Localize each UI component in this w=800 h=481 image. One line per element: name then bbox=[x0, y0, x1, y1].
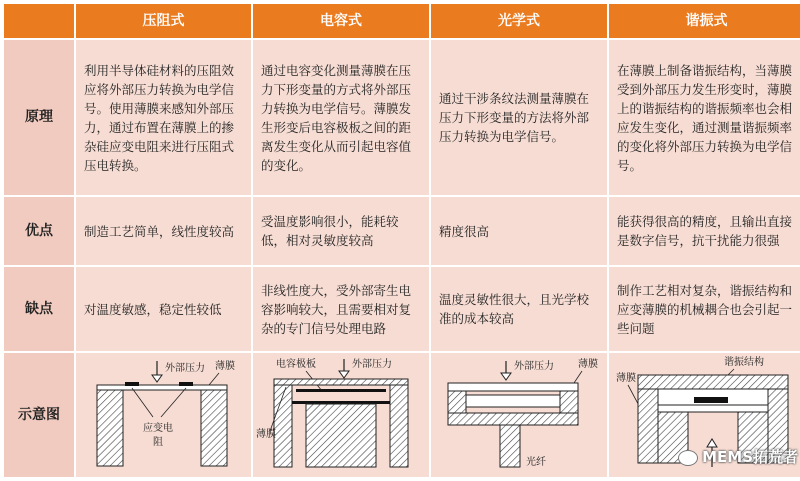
watermark bbox=[678, 448, 798, 467]
svg-text:阻: 阻 bbox=[152, 437, 163, 448]
advantages-resonant: 能获得很高的精度，且输出直接是数字信号，抗干扰能力很强 bbox=[609, 197, 800, 265]
svg-text:薄膜: 薄膜 bbox=[214, 361, 235, 372]
diagram-capacitive bbox=[253, 353, 429, 477]
row-label-principle: 原理 bbox=[4, 40, 74, 195]
header-corner bbox=[4, 4, 74, 38]
advantages-optical: 精度很高 bbox=[431, 197, 607, 265]
svg-text:薄膜: 薄膜 bbox=[256, 429, 276, 440]
disadvantages-piezoresistive: 对温度敏感，稳定性较低 bbox=[76, 267, 251, 351]
disadvantages-capacitive: 非线性度大，受外部寄生电容影响较大，且需要相对复杂的专门信号处理电路 bbox=[253, 267, 429, 351]
row-label-disadvantages: 缺点 bbox=[4, 267, 74, 351]
row-label-advantages: 优点 bbox=[4, 197, 74, 265]
principle-optical: 通过干涉条纹法测量薄膜在压力下形变量的方法将外部压力转换为电学信号。 bbox=[431, 40, 607, 195]
svg-text:薄膜: 薄膜 bbox=[578, 359, 598, 370]
svg-text:薄膜: 薄膜 bbox=[615, 373, 636, 384]
optical-sensor-diagram bbox=[434, 355, 604, 475]
svg-text:外部压力: 外部压力 bbox=[514, 361, 554, 372]
header-piezoresistive: 压阻式 bbox=[76, 4, 251, 38]
wechat-icon bbox=[678, 450, 698, 466]
comparison-table bbox=[4, 4, 796, 477]
svg-text:外部压力: 外部压力 bbox=[164, 363, 205, 374]
svg-text:谐振结构: 谐振结构 bbox=[723, 357, 764, 368]
principle-capacitive: 通过电容变化测量薄膜在压力下形变量的方式将外部压力转换为电学信号。薄膜发生形变后电容极板之间的距离发生变化从而引起电容值的变化。 bbox=[253, 40, 429, 195]
diagram-optical bbox=[431, 353, 607, 477]
header-optical: 光学式 bbox=[431, 4, 607, 38]
principle-piezoresistive: 利用半导体硅材料的压阻效应将外部压力转换为电学信号。使用薄膜来感知外部压力，通过布置在薄膜上的掺杂硅应变电阻来进行压阻式压电转换。 bbox=[76, 40, 251, 195]
svg-text:外部压力: 外部压力 bbox=[352, 359, 392, 370]
row-label-diagram: 示意图 bbox=[4, 353, 74, 477]
diagram-resonant bbox=[609, 353, 800, 477]
svg-text:应变电: 应变电 bbox=[142, 423, 173, 434]
watermark-text: MEMS拓荒者 bbox=[702, 448, 798, 466]
header-capacitive: 电容式 bbox=[253, 4, 429, 38]
principle-resonant: 在薄膜上制备谐振结构，当薄膜受到外部压力发生形变时，薄膜上的谐振结构的谐振频率也会相应发生变化，通过测量谐振频率的变化将外部压力转换为电学信号。 bbox=[609, 40, 800, 195]
capacitive-sensor-diagram bbox=[256, 355, 426, 475]
svg-text:光纤: 光纤 bbox=[526, 457, 546, 468]
advantages-capacitive: 受温度影响很小，能耗较低，相对灵敏度较高 bbox=[253, 197, 429, 265]
piezoresistive-sensor-diagram bbox=[79, 355, 249, 475]
svg-text:电容极板: 电容极板 bbox=[276, 359, 316, 370]
diagram-piezoresistive bbox=[76, 353, 251, 477]
advantages-piezoresistive: 制造工艺简单，线性度较高 bbox=[76, 197, 251, 265]
disadvantages-optical: 温度灵敏性很大，且光学校准的成本较高 bbox=[431, 267, 607, 351]
disadvantages-resonant: 制作工艺相对复杂，谐振结构和应变薄膜的机械耦合也会引起一些问题 bbox=[609, 267, 800, 351]
header-resonant: 谐振式 bbox=[609, 4, 800, 38]
